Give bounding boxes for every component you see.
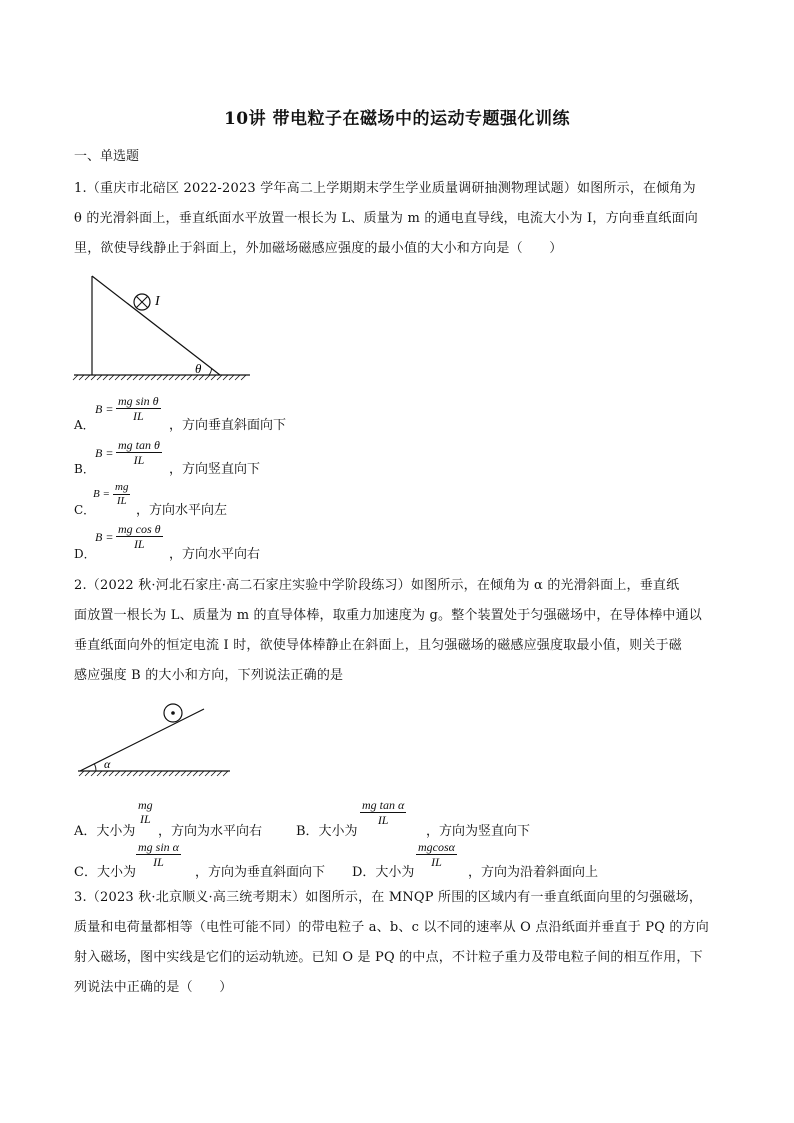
option-label: B． [74,462,95,476]
formula-fraction [116,522,163,551]
formula-fraction [136,840,181,869]
option-label: A．大小为 [74,824,136,839]
option-text: ，方向为沿着斜面向上 [468,865,599,880]
angle-theta-label: θ [195,361,202,376]
current-label: I [155,294,160,309]
q2-text-line: 2.（2022 秋·河北石家庄·高二石家庄实验中学阶段练习）如图所示，在倾角为 α 的光滑斜面上，垂直纸 [74,578,680,593]
fraction-numerator: mg cos θ [118,522,161,536]
option-text: ，方向垂直斜面向下 [169,418,287,433]
fraction-numerator: mg [138,798,153,812]
section-heading: 一、单选题 [74,149,140,164]
fraction-numerator: mg sin θ [118,394,159,408]
fraction-denominator: IL [377,813,389,827]
fraction-denominator: IL [116,495,127,507]
fraction-numerator: mg [115,481,129,493]
formula-fraction [116,394,161,423]
option-text: ，方向竖直向下 [169,462,261,477]
q2-text-line: 面放置一根长为 L、质量为 m 的直导体棒，取重力加速度为 g。整个装置处于匀强磁场中，在导体棒中通以 [74,608,703,623]
option-text: ，方向为垂直斜面向下 [195,865,326,880]
angle-alpha-label: α [104,757,111,771]
q3-text-line: 质量和电荷量都相等（电性可能不同）的带电粒子 a、b、c 以不同的速率从 O 点沿纸面并垂直于 PQ 的方向 [74,920,710,935]
q2-incline-figure [72,693,236,783]
page-title: 10讲 带电粒子在磁场中的运动专题强化训练 [223,109,571,129]
fraction-denominator: IL [133,453,145,467]
q3-text-line: 射入磁场，图中实线是它们的运动轨迹。已知 O 是 PQ 的中点，不计粒子重力及带电粒子间的相互作用，下 [74,950,703,965]
b-symbol: B = [93,488,110,500]
q1-text-line: θ 的光滑斜面上，垂直纸面水平放置一根长为 L、质量为 m 的通电直导线，电流大小为 I，方向垂直纸面向 [74,211,698,226]
fraction-numerator: mg tan α [362,798,405,812]
option-label: D． [74,547,96,561]
option-label: C．大小为 [74,865,136,880]
option-label: B．大小为 [296,824,358,839]
option-text: ，方向为水平向右 [158,824,263,839]
option-label: D．大小为 [352,865,415,880]
fraction-denominator: IL [431,855,442,869]
fraction-denominator: IL [132,409,144,423]
formula-fraction [136,798,155,826]
q1-incline-figure [70,268,260,383]
option-text: ，方向水平向右 [169,547,261,562]
option-text: ，方向为竖直向下 [426,824,531,839]
option-label: C． [74,503,96,517]
fraction-numerator: mg sin α [138,840,179,854]
q2-text-line: 垂直纸面向外的恒定电流 I 时，欲使导体棒静止在斜面上，且匀强磁场的磁感应强度取最小值，则关于磁 [74,638,683,653]
q1-text-line: 1.（重庆市北碚区 2022-2023 学年高二上学期期末学生学业质量调研抽测物理试题）如图所示，在倾角为 [74,181,696,196]
q1-text-line: 里，欲使导线静止于斜面上，外加磁场磁感应强度的最小值的大小和方向是（ ） [74,241,563,256]
formula-fraction [416,840,457,869]
formula-fraction [113,481,130,508]
fraction-denominator: IL [133,537,145,551]
formula-fraction [116,438,162,467]
option-text: ，方向水平向左 [136,503,228,518]
b-symbol: B = [95,530,114,544]
fraction-denominator: IL [140,812,151,826]
q3-text-line: 列说法中正确的是（ ） [74,980,233,995]
current-out-of-page-icon [164,704,182,722]
q3-text-line: 3.（2023 秋·北京顺义·高三统考期末）如图所示，在 MNQP 所围的区域内有一垂直纸面向里的匀强磁场， [74,890,703,905]
fraction-numerator: mg tan θ [118,438,160,452]
current-into-page-icon [134,294,150,310]
b-symbol: B = [95,402,114,416]
q2-text-line: 感应强度 B 的大小和方向，下列说法正确的是 [74,668,344,683]
fraction-numerator: mgcosα [418,840,455,854]
fraction-denominator: IL [153,855,164,869]
option-label: A． [74,418,95,432]
formula-fraction [360,798,406,827]
b-symbol: B = [95,446,114,460]
